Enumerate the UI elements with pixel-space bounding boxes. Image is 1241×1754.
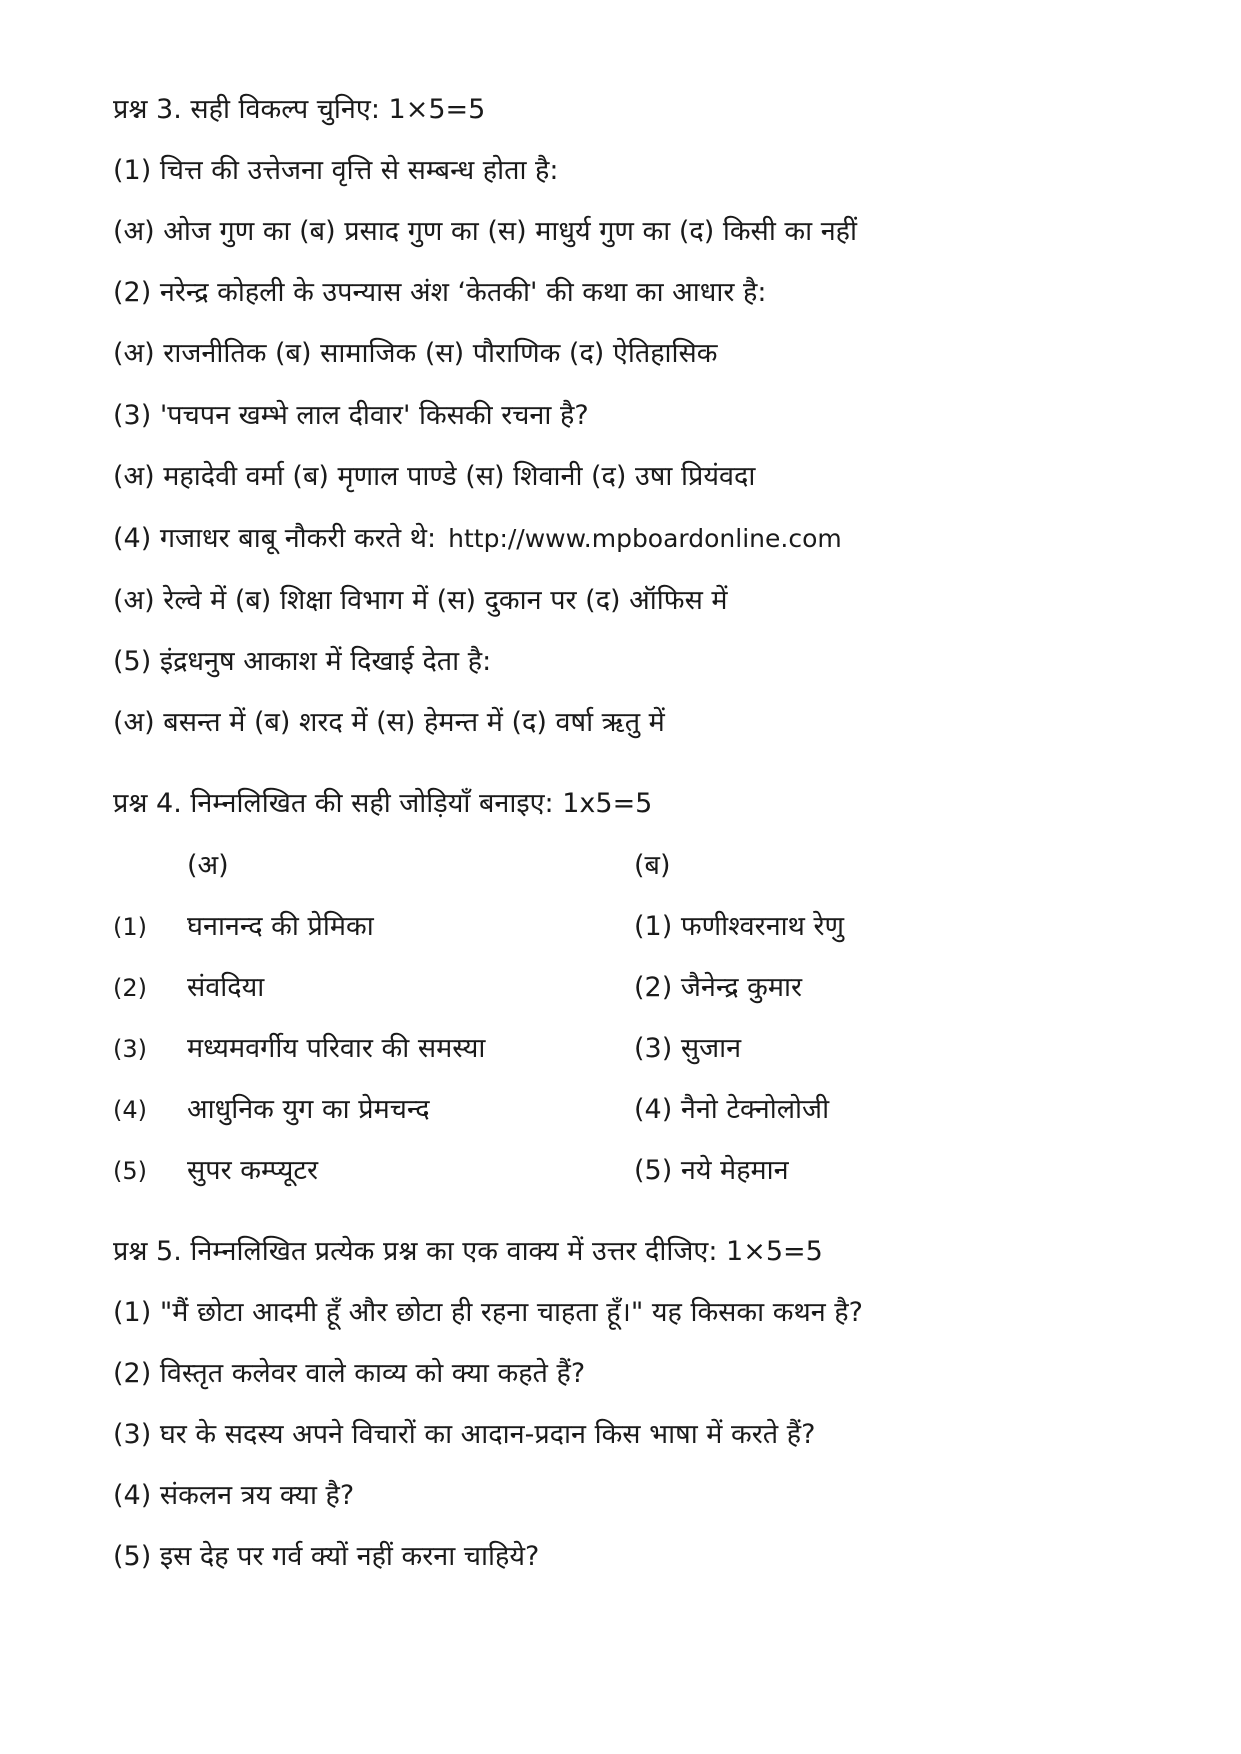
q4-row-5-num: (5)	[113, 1157, 147, 1185]
q4-row-4-b: (4) नैनो टेक्नोलोजी	[634, 1094, 830, 1125]
q3-item-1-options: (अ) ओज गुण का (ब) प्रसाद गुण का (स) माधुर्य गुण का (द) किसी का नहीं	[113, 216, 858, 247]
q4-row-3-b: (3) सुजान	[634, 1033, 742, 1064]
q4-row-3-num: (3)	[113, 1035, 147, 1063]
q4-row-2-num: (2)	[113, 974, 147, 1002]
q5-item-4: (4) संकलन त्रय क्या है?	[113, 1480, 355, 1511]
q3-item-3-question: (3) 'पचपन खम्भे लाल दीवार' किसकी रचना है?	[113, 400, 589, 431]
q3-item-5-question: (5) इंद्रधनुष आकाश में दिखाई देता है:	[113, 646, 492, 677]
q4-heading: प्रश्न 4. निम्नलिखित की सही जोड़ियाँ बनाइए: 1x5=5	[113, 788, 653, 819]
q3-item-4-options: (अ) रेल्वे में (ब) शिक्षा विभाग में (स) दुकान पर (द) ऑफिस में	[113, 585, 728, 616]
q4-row-4-num: (4)	[113, 1096, 147, 1124]
q4-row-2-a: संवदिया	[187, 972, 265, 1003]
q4-row-3-a: मध्यमवर्गीय परिवार की समस्या	[187, 1033, 486, 1064]
q4-col-b-header: (ब)	[634, 850, 671, 881]
watermark-url: http://www.mpboardonline.com	[448, 524, 842, 553]
q4-row-4-a: आधुनिक युग का प्रेमचन्द	[187, 1094, 430, 1125]
q5-item-2: (2) विस्तृत कलेवर वाले काव्य को क्या कहते हैं?	[113, 1358, 586, 1389]
q3-item-2-options: (अ) राजनीतिक (ब) सामाजिक (स) पौराणिक (द) ऐतिहासिक	[113, 338, 718, 369]
q5-item-5: (5) इस देह पर गर्व क्यों नहीं करना चाहिये?	[113, 1541, 540, 1572]
q3-item-4-row	[113, 521, 842, 557]
q3-item-1-question: (1) चित्त की उत्तेजना वृत्ति से सम्बन्ध होता है:	[113, 155, 559, 186]
q3-item-5-options: (अ) बसन्त में (ब) शरद में (स) हेमन्त में (द) वर्षा ऋतु में	[113, 707, 665, 738]
q3-item-2-question: (2) नरेन्द्र कोहली के उपन्यास अंश ‘केतकी' की कथा का आधार है:	[113, 277, 767, 308]
q4-row-2-b: (2) जैनेन्द्र कुमार	[634, 972, 803, 1003]
q3-heading: प्रश्न 3. सही विकल्प चुनिए: 1×5=5	[113, 94, 486, 125]
q3-item-4-question: (4) गजाधर बाबू नौकरी करते थे:	[113, 523, 437, 554]
q4-row-1-a: घनानन्द की प्रेमिका	[187, 911, 374, 942]
q5-item-3: (3) घर के सदस्य अपने विचारों का आदान-प्रदान किस भाषा में करते हैं?	[113, 1419, 816, 1450]
q4-row-1-b: (1) फणीश्वरनाथ रेणु	[634, 911, 845, 942]
q4-row-5-b: (5) नये मेहमान	[634, 1155, 789, 1186]
q5-heading: प्रश्न 5. निम्नलिखित प्रत्येक प्रश्न का एक वाक्य में उत्तर दीजिए: 1×5=5	[113, 1236, 823, 1267]
q5-item-1: (1) "मैं छोटा आदमी हूँ और छोटा ही रहना चाहता हूँ।" यह किसका कथन है?	[113, 1297, 863, 1328]
q4-col-a-header: (अ)	[187, 850, 229, 881]
q4-row-5-a: सुपर कम्प्यूटर	[187, 1155, 319, 1186]
q3-item-3-options: (अ) महादेवी वर्मा (ब) मृणाल पाण्डे (स) शिवानी (द) उषा प्रियंवदा	[113, 461, 756, 492]
q4-row-1-num: (1)	[113, 913, 147, 941]
